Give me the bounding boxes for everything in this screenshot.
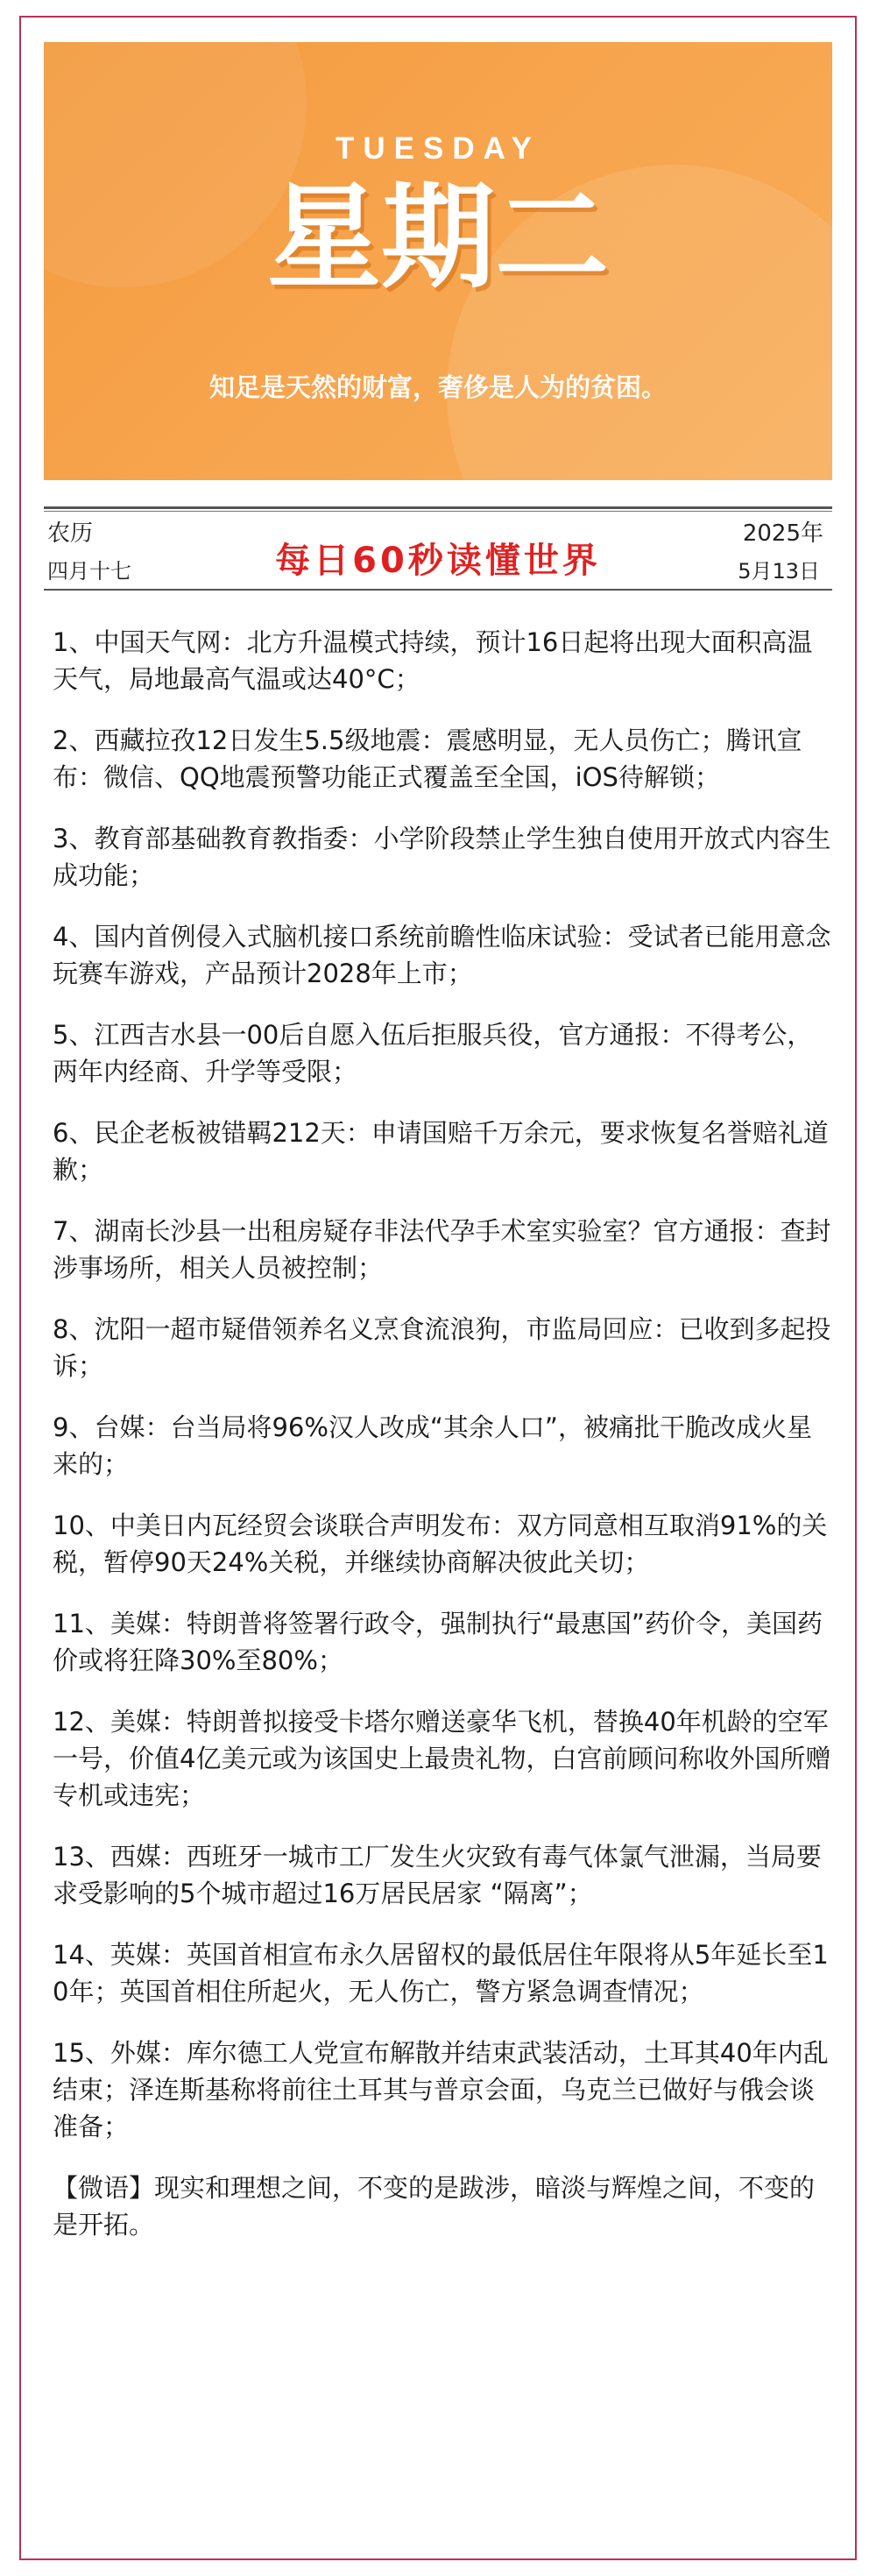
news-item-6: 6、民企老板被错羁212天：申请国赔千万余元，要求恢复名誉赔礼道歉；: [53, 1118, 829, 1185]
news-item-9: 9、台媒：台当局将96%汉人改成“其余人口”，被痛批干脆改成火星来的；: [53, 1412, 812, 1479]
news-item-1: 1、中国天气网：北方升温模式持续，预计16日起将出现大面积高温天气，局地最高气温或达40°C；: [53, 627, 813, 694]
news-item-10: 10、中美日内瓦经贸会谈联合声明发布：双方同意相互取消91%的关税，暂停90天24%关税，并继续协商解决彼此关切；: [53, 1511, 828, 1577]
weekday-chinese: 星期二: [266, 171, 609, 304]
header-banner: [44, 42, 832, 480]
paper-title: 每日60秒读懂世界: [275, 541, 601, 581]
news-item-14: 14、英媒：英国首相宣布永久居留权的最低居住年限将从5年延长至10年；英国首相住所起火，无人伤亡，警方紧急调查情况；: [53, 1940, 829, 2006]
news-item-13: 13、西媒：西班牙一城市工厂发生火灾致有毒气体氯气泄漏，当局要求受影响的5个城市超过16万居民居家 “隔离”；: [53, 1842, 822, 1908]
masthead-rule-thin: [44, 511, 832, 512]
news-item-4: 4、国内首例侵入式脑机接口系统前瞻性临床试验：受试者已能用意念玩赛车游戏，产品预计2028年上市；: [53, 922, 831, 988]
news-item-7: 7、湖南长沙县一出租房疑存非法代孕手术室实验室？官方通报：查封涉事场所，相关人员被控制；: [53, 1216, 831, 1283]
masthead-rule-bottom: [44, 589, 832, 591]
weekday-english: TUESDAY: [335, 131, 541, 166]
news-item-15: 15、外媒：库尔德工人党宣布解散并结束武装活动，土耳其40年内乱结束；泽连斯基称将前往土耳其与普京会面，乌克兰已做好与俄会谈准备；: [53, 2038, 829, 2141]
news-item-5: 5、江西吉水县一00后自愿入伍后拒服兵役，官方通报：不得考公，两年内经商、升学等受限；: [53, 1020, 813, 1086]
lunar-date: 四月十七: [47, 559, 131, 584]
daily-quote: 【微语】现实和理想之间，不变的是跋涉，暗淡与辉煌之间，不变的是开拓。: [53, 2173, 816, 2240]
news-item-12: 12、美媒：特朗普拟接受卡塔尔赠送豪华飞机，替换40年机龄的空军一号，价值4亿美元或为该国史上最贵礼物，白宫前顾问称收外国所赠专机或违宪；: [53, 1707, 831, 1810]
date-label: 5月13日: [738, 559, 820, 584]
news-item-3: 3、教育部基础教育教指委：小学阶段禁止学生独自使用开放式内容生成功能；: [53, 824, 831, 890]
motto: 知足是天然的财富，奢侈是人为的贫困。: [208, 372, 667, 402]
lunar-label: 农历: [47, 520, 94, 547]
news-item-2: 2、西藏拉孜12日发生5.5级地震：震感明显，无人员伤亡；腾讯宣布：微信、QQ地震预警功能正式覆盖至全国，iOS待解锁；: [53, 725, 802, 792]
news-item-8: 8、沈阳一超市疑借领养名义烹食流浪狗，市监局回应：已收到多起投诉；: [53, 1314, 831, 1381]
masthead-rule-top: [44, 506, 832, 509]
news-item-11: 11、美媒：特朗普将签署行政令，强制执行“最惠国”药价令，美国药价或将狂降30%至80%；: [53, 1609, 823, 1675]
news-list: [53, 624, 832, 2268]
year-label: 2025年: [742, 520, 823, 547]
